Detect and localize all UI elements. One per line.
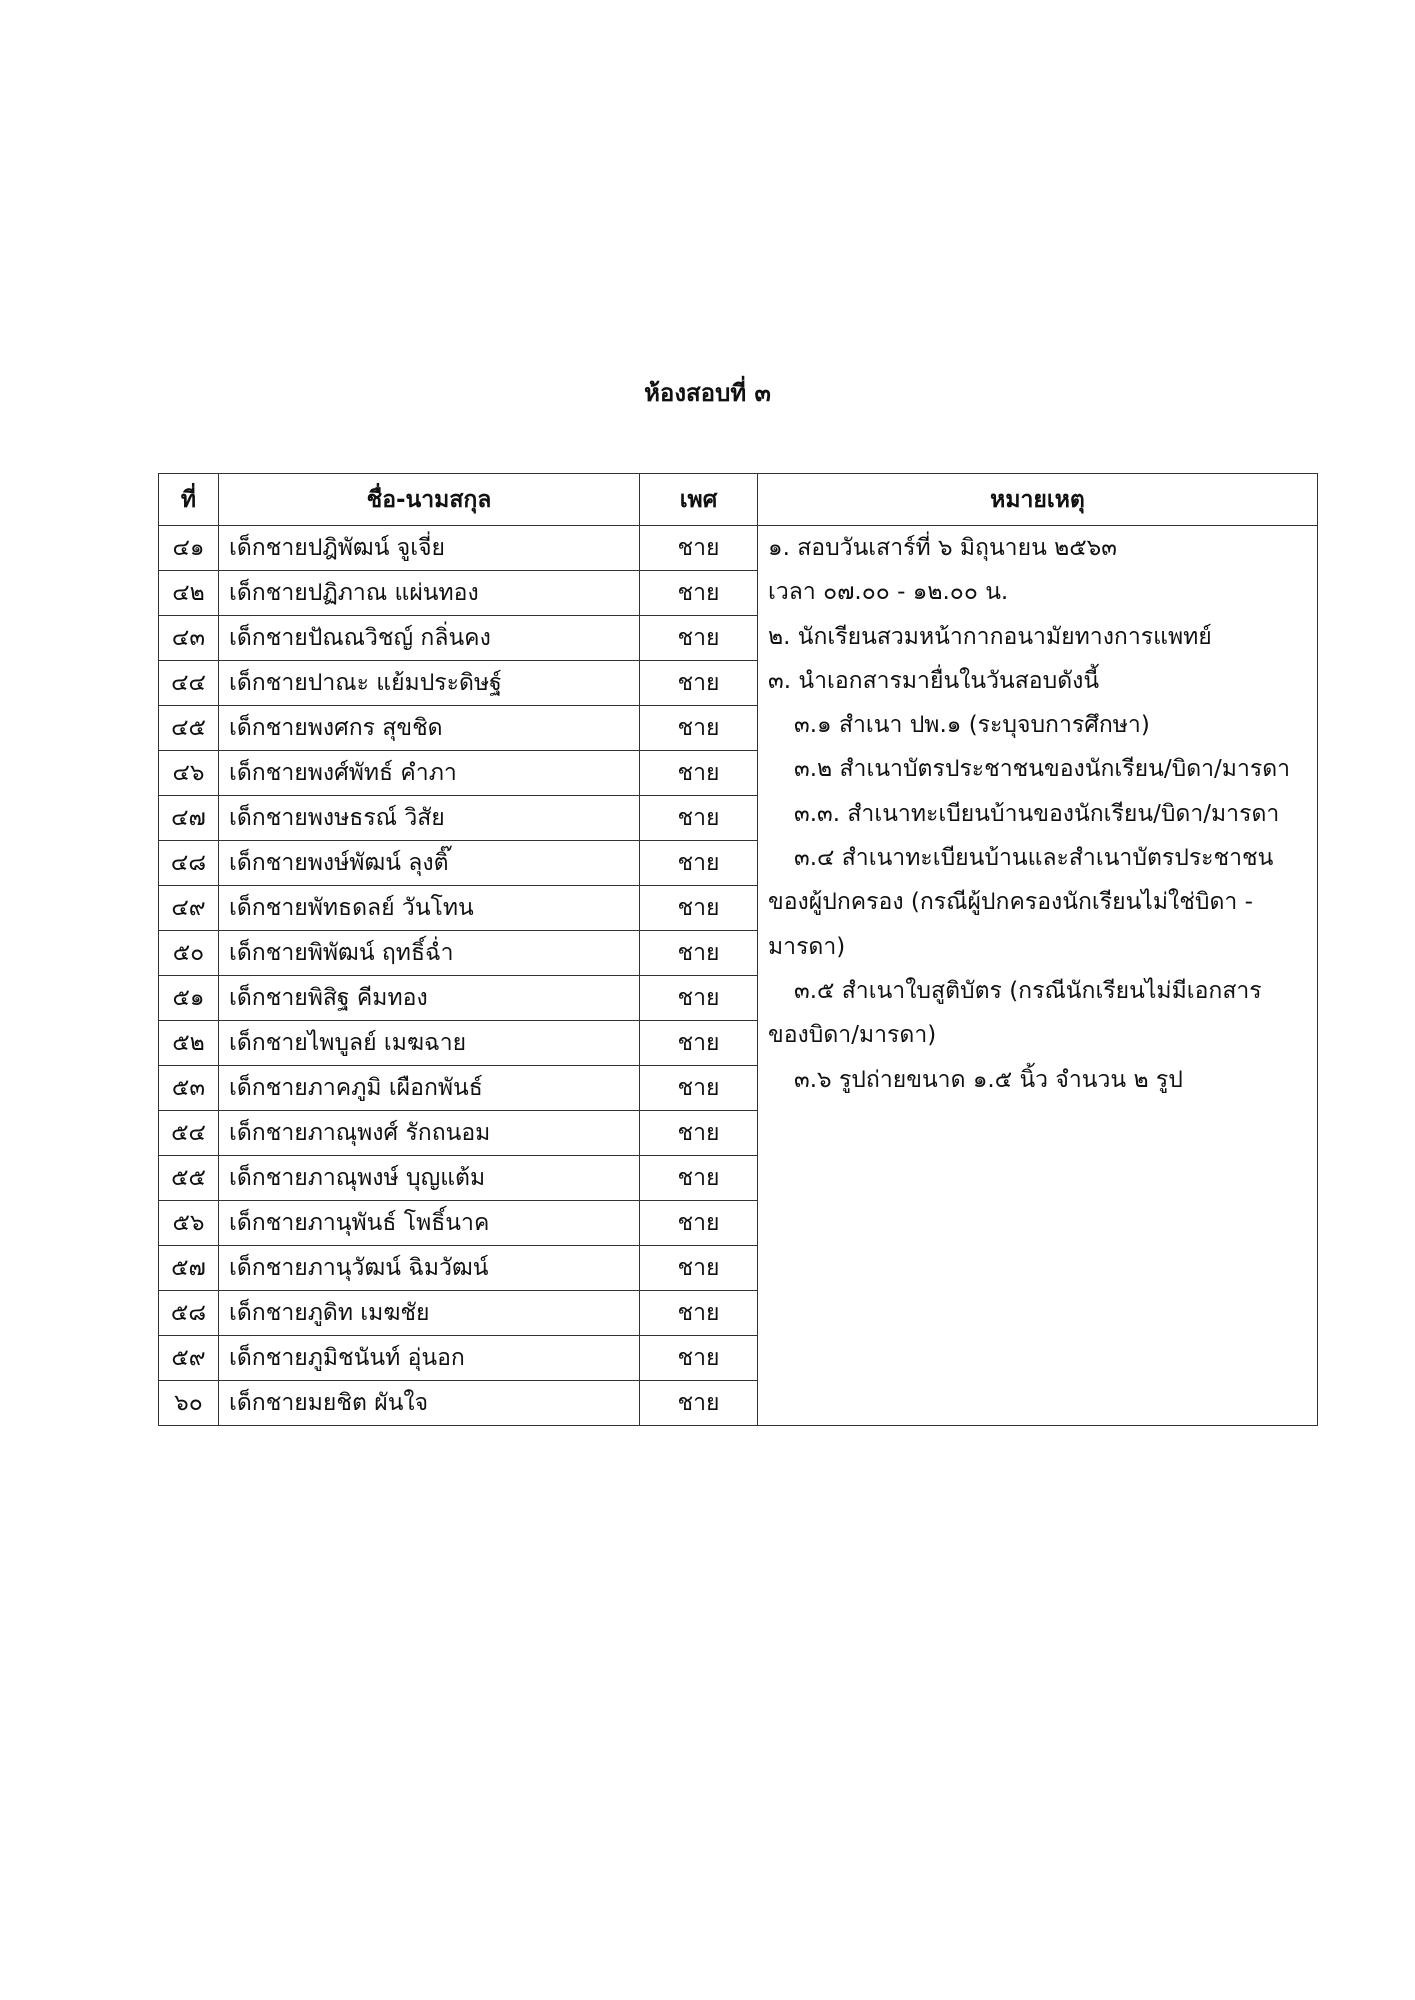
row-number: ๕๖	[159, 1201, 219, 1246]
student-gender: ชาย	[640, 706, 758, 751]
student-gender: ชาย	[640, 1156, 758, 1201]
row-number: ๕๗	[159, 1246, 219, 1291]
row-number: ๕๑	[159, 976, 219, 1021]
student-gender: ชาย	[640, 931, 758, 976]
student-name: เด็กชายพงษ์พัฒน์ ลุงติ๊	[219, 841, 640, 886]
student-gender: ชาย	[640, 886, 758, 931]
student-name: เด็กชายพิพัฒน์ ฤทธิ์ฉ่ำ	[219, 931, 640, 976]
student-name: เด็กชายปฏิภาณ แผ่นทอง	[219, 571, 640, 616]
row-number: ๔๓	[159, 616, 219, 661]
student-gender: ชาย	[640, 1291, 758, 1336]
student-gender: ชาย	[640, 1111, 758, 1156]
row-number: ๔๖	[159, 751, 219, 796]
student-name: เด็กชายพิสิฐ คีมทอง	[219, 976, 640, 1021]
header-gender: เพศ	[640, 474, 758, 526]
remark-line: ๓.๕ สำเนาใบสูติบัตร (กรณีนักเรียนไม่มีเอกสาร	[794, 977, 1262, 1004]
student-name: เด็กชายปาณะ แย้มประดิษฐ์	[219, 661, 640, 706]
student-gender: ชาย	[640, 1201, 758, 1246]
row-number: ๔๙	[159, 886, 219, 931]
row-number: ๖๐	[159, 1381, 219, 1426]
student-gender: ชาย	[640, 796, 758, 841]
row-number: ๔๒	[159, 571, 219, 616]
remark-line: ๓. นำเอกสารมายื่นในวันสอบดังนี้	[768, 667, 1100, 694]
student-gender: ชาย	[640, 841, 758, 886]
student-name: เด็กชายพัทธดลย์ วันโทน	[219, 886, 640, 931]
remark-line: ๓.๒ สำเนาบัตรประชาชนของนักเรียน/บิดา/มารดา	[794, 756, 1291, 783]
student-name: เด็กชายพงษธรณ์ วิสัย	[219, 796, 640, 841]
student-name: เด็กชายภานุวัฒน์ ฉิมวัฒน์	[219, 1246, 640, 1291]
remark-line: เวลา ๐๗.๐๐ - ๑๒.๐๐ น.	[768, 579, 1009, 606]
row-number: ๔๔	[159, 661, 219, 706]
student-name: เด็กชายไพบูลย์ เมฆฉาย	[219, 1021, 640, 1066]
header-name: ชื่อ-นามสกุล	[219, 474, 640, 526]
student-gender: ชาย	[640, 571, 758, 616]
row-number: ๕๕	[159, 1156, 219, 1201]
remark-line: ของผู้ปกครอง (กรณีผู้ปกครองนักเรียนไม่ใช่บิดา -	[768, 889, 1253, 916]
remark-line: ๑. สอบวันเสาร์ที่ ๖ มิถุนายน ๒๕๖๓	[768, 535, 1117, 561]
remark-line: ๓.๔ สำเนาทะเบียนบ้านและสำเนาบัตรประชาชน	[794, 845, 1274, 872]
row-number: ๕๒	[159, 1021, 219, 1066]
student-name: เด็กชายพงศกร สุขชิด	[219, 706, 640, 751]
student-name: เด็กชายภาณุพงศ์ รักถนอม	[219, 1111, 640, 1156]
student-gender: ชาย	[640, 1336, 758, 1381]
student-gender: ชาย	[640, 751, 758, 796]
student-gender: ชาย	[640, 1246, 758, 1291]
table-body	[159, 526, 1318, 1426]
remark-line: มารดา)	[768, 933, 846, 960]
student-gender: ชาย	[640, 1066, 758, 1111]
row-number: ๔๑	[159, 526, 219, 571]
student-name: เด็กชายภูดิท เมฆชัย	[219, 1291, 640, 1336]
student-gender: ชาย	[640, 1381, 758, 1426]
table-row	[159, 526, 1318, 571]
header-no: ที่	[159, 474, 219, 526]
row-number: ๕๓	[159, 1066, 219, 1111]
row-number: ๕๘	[159, 1291, 219, 1336]
student-name: เด็กชายพงศ์พัทธ์ คำภา	[219, 751, 640, 796]
remark-line: ๓.๖ รูปถ่ายขนาด ๑.๕ นิ้ว จำนวน ๒ รูป	[794, 1066, 1183, 1093]
row-number: ๕๙	[159, 1336, 219, 1381]
header-remark: หมายเหตุ	[758, 474, 1318, 526]
student-name: เด็กชายภาณุพงษ์ บุญแต้ม	[219, 1156, 640, 1201]
remark-line: ๒. นักเรียนสวมหน้ากากอนามัยทางการแพทย์	[768, 623, 1212, 650]
row-number: ๕๐	[159, 931, 219, 976]
student-name: เด็กชายปฎิพัฒน์ จูเจี่ย	[219, 526, 640, 571]
student-gender: ชาย	[640, 661, 758, 706]
student-gender: ชาย	[640, 976, 758, 1021]
student-name: เด็กชายภานุพันธ์ โพธิ์นาค	[219, 1201, 640, 1246]
student-name: เด็กชายภาคภูมิ เผือกพันธ์	[219, 1066, 640, 1111]
remarks-cell	[758, 526, 1318, 1426]
table-header-row	[159, 474, 1318, 526]
page-title: ห้องสอบที่ ๓	[644, 379, 771, 407]
student-gender: ชาย	[640, 616, 758, 661]
student-gender: ชาย	[640, 526, 758, 571]
remark-line: ๓.๓. สำเนาทะเบียนบ้านของนักเรียน/บิดา/มารดา	[794, 800, 1280, 827]
row-number: ๔๘	[159, 841, 219, 886]
student-gender: ชาย	[640, 1021, 758, 1066]
row-number: ๕๔	[159, 1111, 219, 1156]
student-name: เด็กชายมยชิต ผันใจ	[219, 1381, 640, 1426]
student-name: เด็กชายภูมิชนันท์ อุ่นอก	[219, 1336, 640, 1381]
row-number: ๔๕	[159, 706, 219, 751]
remark-line: ๓.๑ สำเนา ปพ.๑ (ระบุจบการศึกษา)	[794, 712, 1150, 739]
exam-room-table	[158, 473, 1318, 1426]
student-name: เด็กชายปัณณวิชญ์ กลิ่นคง	[219, 616, 640, 661]
remark-line: ของบิดา/มารดา)	[768, 1022, 937, 1049]
row-number: ๔๗	[159, 796, 219, 841]
